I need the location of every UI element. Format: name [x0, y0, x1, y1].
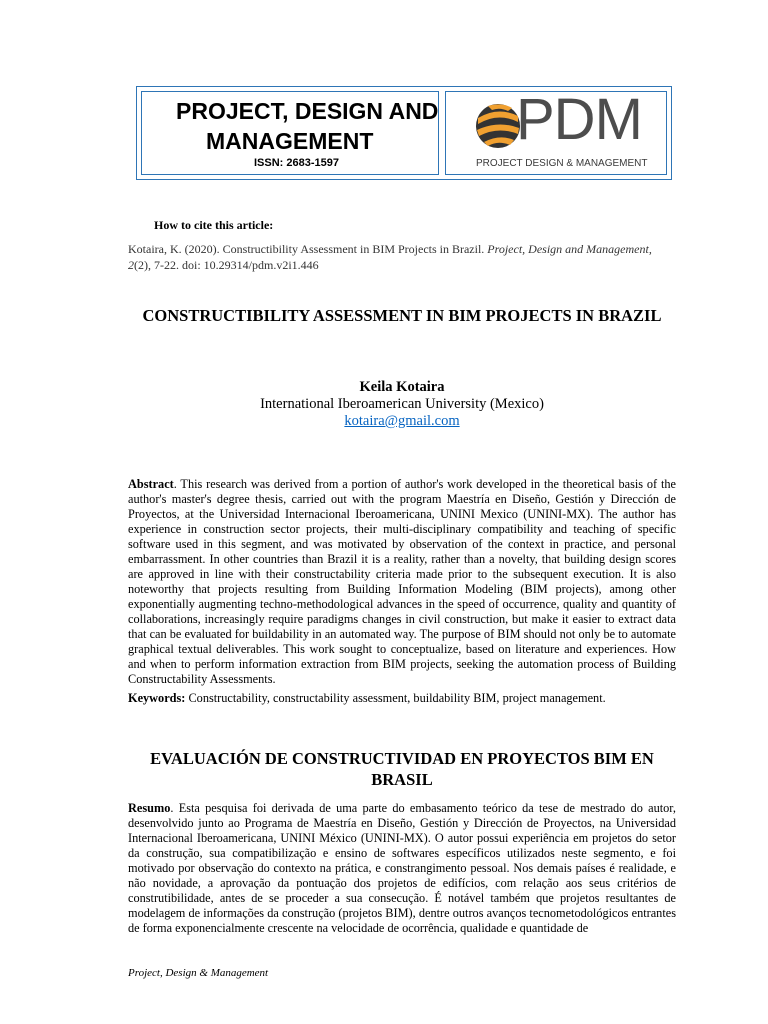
citation-journal: Project, Design and Management, 2 — [128, 242, 652, 272]
page-footer: Project, Design & Management — [128, 967, 269, 979]
author-affiliation: International Iberoamerican University (Mexico) — [260, 396, 544, 412]
cite-heading: How to cite this article: — [154, 218, 274, 232]
author-block — [128, 379, 676, 430]
journal-title-line1: PROJECT, DESIGN AND — [176, 98, 439, 124]
issn-label: ISSN: 2683-1597 — [254, 157, 339, 169]
keywords-text: Constructability, constructability assessment, buildability BIM, project management. — [185, 691, 606, 705]
abstract-paragraph — [128, 477, 676, 687]
logo-wordmark: PDM — [516, 87, 642, 152]
abstract-text: . This research was derived from a portion of author's work developed in the theoretical basis of the author's master's degree thesis, carried out with the program Maestría en Diseño, Gestión y Dirección de Proyectos, at the Universidad Internacional Iberoamericana, UNINI Mexico (UNINI-MX). The author has experience in construction sector projects, their multi-disciplinary compatibility and teaching of specific software used in this segment, and was motivated by observation of the context in practice, and personal embarrassment. In other countries than Brazil it is a reality, rather than a novelty, that building design scores are approved in line with their constructability criteria made prior to the subsequent execution. It is also noteworthy that projects resulting from Building Information Modeling (BIM projects), among other exponentially augmenting techno-methodological advances in the speed of occurrence, quality and quantity of collaborations, increasingly require paradigms changes in civil construction, but make it easier to extract data that can be evaluated for buildability in an automated way. The purpose of BIM should not only be to automate graphical textual deliverables. This work sought to conceptualize, based on literature and experiences. How and when to perform information extraction from BIM projects, seeking the automation process of Building Constructability Assessments. — [128, 477, 676, 686]
journal-logo-box — [445, 87, 667, 175]
abstract-label: Abstract — [128, 477, 174, 491]
keywords-label: Keywords: — [128, 691, 186, 705]
author-email-link[interactable]: kotaira@gmail.com — [344, 413, 460, 429]
journal-title-line2: MANAGEMENT — [206, 128, 374, 154]
author-name: Keila Kotaira — [359, 379, 445, 395]
citation-authors: Kotaira, K. (2020). Constructibility Assessment in BIM Projects in Brazil. — [128, 242, 488, 256]
resumo-paragraph — [128, 801, 676, 936]
logo-subtitle: PROJECT DESIGN & MANAGEMENT — [476, 158, 648, 169]
citation-issue: (2), 7-22. doi: 10.29314/pdm.v2i1.446 — [134, 258, 319, 272]
resumo-label: Resumo — [128, 801, 171, 815]
keywords-paragraph — [128, 691, 676, 706]
journal-header — [136, 86, 672, 180]
resumo-text: . Esta pesquisa foi derivada de uma parte do embasamento teórico da tese de mestrado do autor, desenvolvido junto ao Programa de Maestría en Diseño, Gestión y Dirección de Proyectos, na Universidad Internacional Iberoamericana, UNINI México (UNINI-MX). O autor possui experiência em projetos do setor da construção, sua compatibilização e ensino de softwares específicos utilizados neste segmento, e foi motivado por observação do contexto na prática, e constrangimento pessoal. Nos demais países é realidade, e não novidade, a aprovação da pontuação dos projetos de edifícios, com relação aos seus critérios de construtibilidade, antes de se proceder a sua consecução. É notável também que projetos resultantes de modelagem de informações da construção (projetos BIM), dentre outros avanços tecnometodológicos entrantes de forma exponencialmente crescente na velocidade de ocorrência, qualidade e quantidade de — [128, 801, 676, 935]
globe-logo-icon — [474, 98, 522, 154]
citation-text — [128, 241, 676, 273]
journal-title-box — [141, 91, 439, 175]
paper-title: CONSTRUCTIBILITY ASSESSMENT IN BIM PROJECTS IN BRAZIL — [142, 306, 662, 325]
paper-title-spanish: EVALUACIÓN DE CONSTRUCTIVIDAD EN PROYECTOS BIM EN BRASIL — [150, 749, 654, 789]
